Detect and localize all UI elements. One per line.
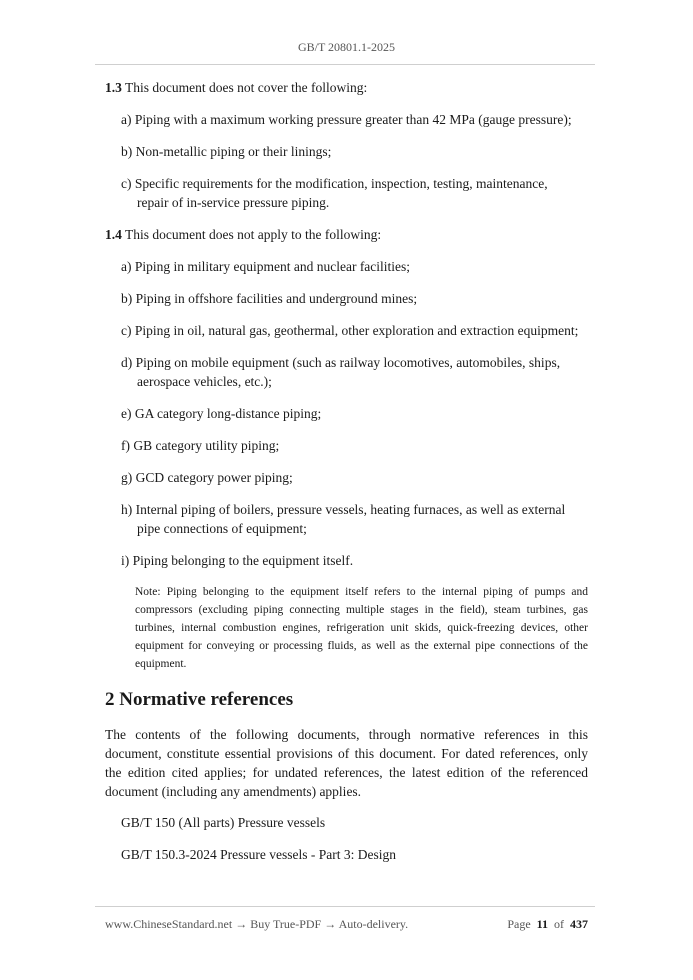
buy-pdf-link[interactable]: Buy True-PDF [250,917,322,931]
list-item [121,404,588,423]
site-link[interactable]: www.ChineseStandard.net [105,917,233,931]
delivery-text: Auto-delivery. [338,917,409,931]
page-header: GB/T 20801.1-2025 [297,40,396,54]
of-label: of [554,917,564,931]
list-item-text: a) Piping with a maximum working pressure greater than 42 MPa (gauge pressure); [121,112,572,127]
clause-text: This document does not cover the following: [125,80,368,95]
header-divider [95,64,595,65]
page-total: 437 [570,917,588,931]
list-item-text: g) GCD category power piping; [121,470,293,485]
list-item [121,551,588,570]
section-body: The contents of the following documents, through normative references in this document, constitute essential provisions of this document. For dated references, only the edition cited applies; for undated references, the latest edition of the referenced document (including any amendments) applies. [105,727,588,799]
list-item-text: e) GA category long-distance piping; [121,406,322,421]
reference-item: GB/T 150.3-2024 Pressure vessels - Part 3: Design [121,847,396,862]
clause-1-3 [105,78,588,97]
list-item-text: c) Specific requirements for the modification, inspection, testing, maintenance, [121,176,548,191]
list-item-text: b) Non-metallic piping or their linings; [121,144,332,159]
list-item-text: b) Piping in offshore facilities and underground mines; [121,291,418,306]
page-label: Page [507,917,531,931]
list-item-text: a) Piping in military equipment and nuclear facilities; [121,259,411,274]
page-content [105,78,588,877]
footer-divider [95,906,595,907]
list-item-text: c) Piping in oil, natural gas, geothermal, other exploration and extraction equipment; [121,323,579,338]
list-item [121,353,588,391]
list-item [121,468,588,487]
arrow-icon: → [324,917,337,931]
note-paragraph: Note: Piping belonging to the equipment itself refers to the internal piping of pumps and compressors (excluding piping connecting multiple stages in the field), steam turbines, gas turbines, internal combustion engines, refrigeration unit skids, quick-freezing devices, other equipment for conveying or processing fluids, as well as the external pipe connections of the equipment. [135,586,588,670]
list-item [121,289,588,308]
list-item-continuation: pipe connections of equipment; [137,521,307,536]
clause-1-4 [105,225,588,244]
section-heading: 2 Normative references [105,689,294,710]
list-item-text: d) Piping on mobile equipment (such as railway locomotives, automobiles, ships, [121,355,561,370]
clause-number: 1.4 [105,227,122,242]
list-item-text: h) Internal piping of boilers, pressure vessels, heating furnaces, as well as external [121,502,566,517]
list-item [121,500,588,538]
list-item [121,321,588,340]
list-item-continuation: aerospace vehicles, etc.); [137,374,272,389]
clause-number: 1.3 [105,80,122,95]
list-item [121,142,588,161]
list-item-text: f) GB category utility piping; [121,438,280,453]
page-number: 11 [536,917,548,931]
arrow-icon: → [235,917,248,931]
page-indicator [507,917,588,932]
list-item [121,436,588,455]
list-item [121,257,588,276]
list-item [121,110,588,129]
footer-promo [105,917,408,932]
reference-item: GB/T 150 (All parts) Pressure vessels [121,815,326,830]
clause-text: This document does not apply to the following: [125,227,382,242]
list-item [121,174,588,212]
list-item-continuation: repair of in-service pressure piping. [137,195,330,210]
list-item-text: i) Piping belonging to the equipment itself. [121,553,354,568]
